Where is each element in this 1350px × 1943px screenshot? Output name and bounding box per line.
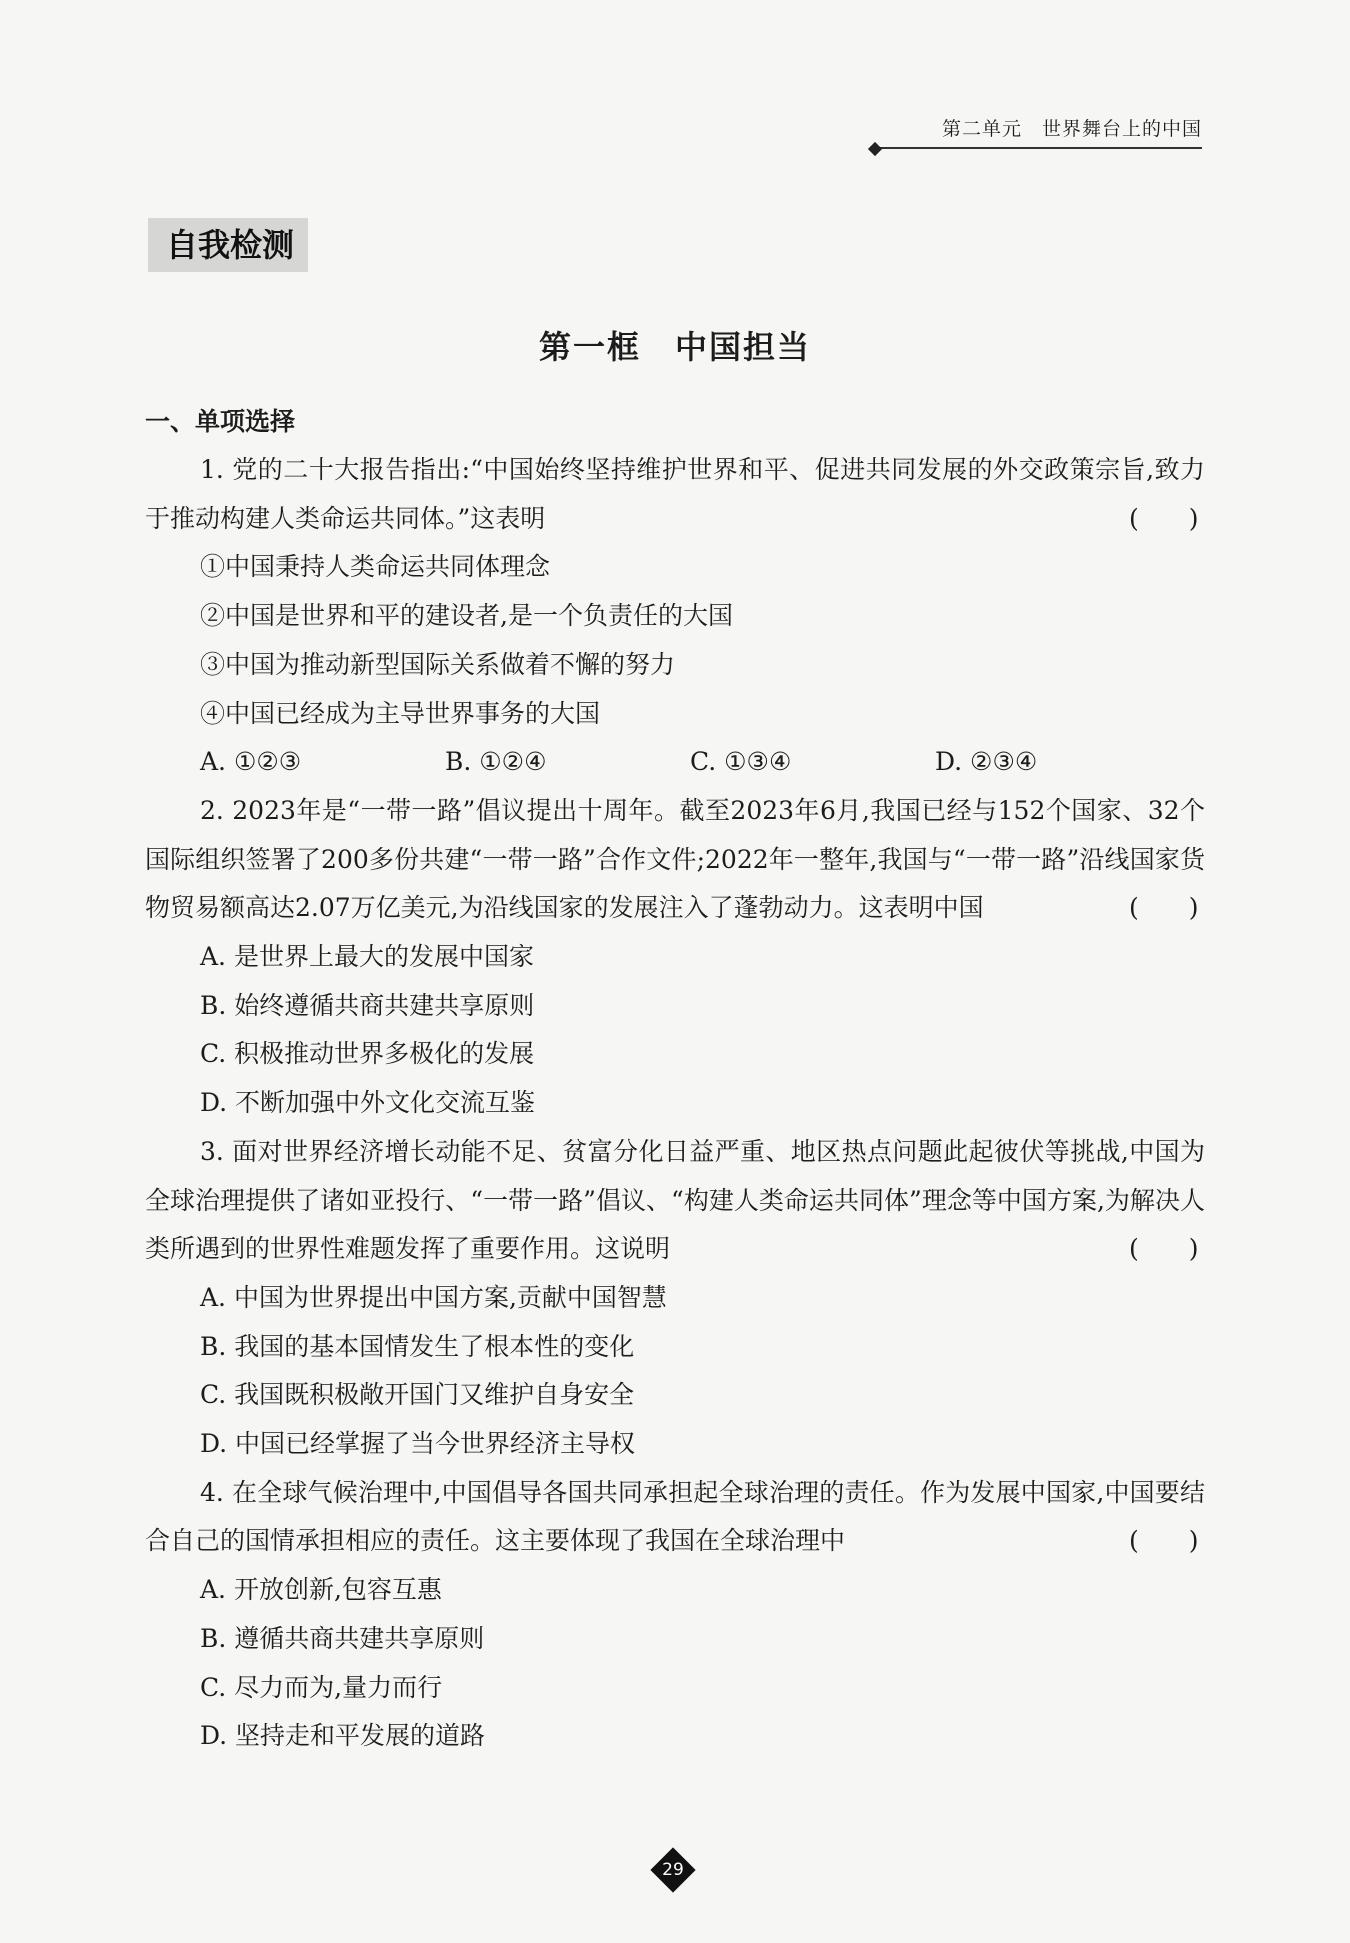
option-a: A. 是世界上最大的发展中国家 xyxy=(200,942,534,972)
option-b: B. 我国的基本国情发生了根本性的变化 xyxy=(200,1331,635,1361)
question-stem: 4. 在全球气候治理中,中国倡导各国共同承担起全球治理的责任。作为发展中国家,中国要结合自己的国情承担相应的责任。这主要体现了我国在全球治理中 ( ) xyxy=(145,1469,1205,1566)
question-2 xyxy=(145,787,1205,1128)
option-d: D. ②③④ xyxy=(935,747,1038,777)
statement-item: ③中国为推动新型国际关系做着不懈的努力 xyxy=(200,649,676,679)
option-d: D. 不断加强中外文化交流互鉴 xyxy=(200,1088,536,1118)
option-a: A. 开放创新,包容互惠 xyxy=(200,1575,442,1605)
statement-item: ①中国秉持人类命运共同体理念 xyxy=(200,552,551,582)
answer-blank: ( ) xyxy=(1129,503,1199,533)
option-b: B. ①②④ xyxy=(445,747,547,777)
option-c: C. 尽力而为,量力而行 xyxy=(200,1672,443,1702)
running-header xyxy=(880,114,1202,149)
option-c: C. ①③④ xyxy=(690,747,792,777)
question-1 xyxy=(145,446,1205,787)
question-3 xyxy=(145,1128,1205,1469)
statement-item: ④中国已经成为主导世界事务的大国 xyxy=(200,698,601,728)
answer-blank: ( ) xyxy=(1129,893,1199,923)
diamond-icon xyxy=(868,142,882,156)
option-b: B. 始终遵循共商共建共享原则 xyxy=(200,990,535,1020)
section-tag: 自我检测 xyxy=(148,218,308,272)
option-c: C. 我国既积极敞开国门又维护自身安全 xyxy=(200,1380,635,1410)
question-4 xyxy=(145,1469,1205,1761)
statement-item: ②中国是世界和平的建设者,是一个负责任的大国 xyxy=(200,601,733,631)
question-stem: 1. 党的二十大报告指出:“中国始终坚持维护世界和平、促进共同发展的外交政策宗旨,致力于推动构建人类命运共同体。”这表明 ( ) xyxy=(145,446,1205,543)
question-stem: 3. 面对世界经济增长动能不足、贫富分化日益严重、地区热点问题此起彼伏等挑战,中国为全球治理提供了诸如亚投行、“一带一路”倡议、“构建人类命运共同体”理念等中国方案,为解决人类所遇到的世界性难题发挥了重要作用。这说明 ( ) xyxy=(145,1128,1205,1274)
page-number xyxy=(649,1846,697,1894)
option-a: A. ①②③ xyxy=(200,747,302,777)
frame-title: 第一框 中国担当 xyxy=(538,328,811,366)
question-list xyxy=(145,446,1205,1761)
unit-title: 第二单元 世界舞台上的中国 xyxy=(941,118,1202,140)
option-b: B. 遵循共商共建共享原则 xyxy=(200,1623,485,1653)
answer-blank: ( ) xyxy=(1129,1234,1199,1264)
option-d: D. 中国已经掌握了当今世界经济主导权 xyxy=(200,1429,636,1459)
answer-blank: ( ) xyxy=(1129,1526,1199,1556)
option-d: D. 坚持走和平发展的道路 xyxy=(200,1721,486,1751)
option-c: C. 积极推动世界多极化的发展 xyxy=(200,1039,535,1069)
page-number-label: 29 xyxy=(662,1860,684,1880)
option-row xyxy=(145,738,1205,787)
question-stem: 2. 2023年是“一带一路”倡议提出十周年。截至2023年6月,我国已经与152个国家、32个国际组织签署了200多份共建“一带一路”合作文件;2022年一整年,我国与“一带一路”沿线国家货物贸易额高达2.07万亿美元,为沿线国家的发展注入了蓬勃动力。这表明中国 ( ) xyxy=(145,787,1205,933)
option-a: A. 中国为世界提出中国方案,贡献中国智慧 xyxy=(200,1282,667,1312)
part-heading: 一、单项选择 xyxy=(145,407,296,436)
